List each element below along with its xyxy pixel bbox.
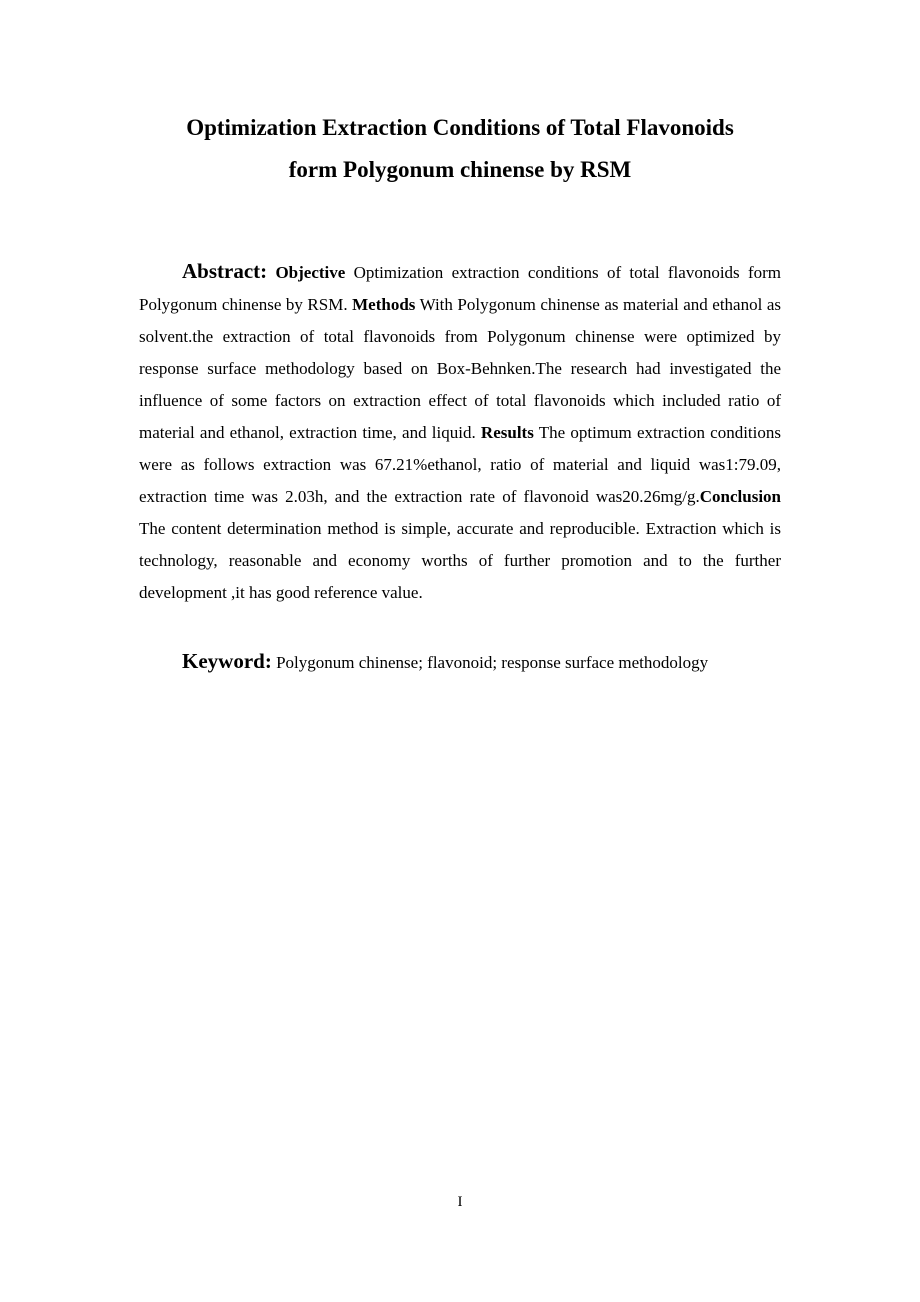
results-label: Results <box>480 423 534 442</box>
conclusion-label: Conclusion <box>699 487 781 506</box>
methods-text: With Polygonum chinense as material and ethanol as solvent.the extraction of total flavonoids from Polygonum chinense were optimized by response surface methodology based on Box-Behnken.The research had investigated the influence of some factors on extraction effect of total flavonoids which included ratio of material and ethanol, extraction time, and liquid. <box>139 295 781 442</box>
conclusion-text: The content determination method is simple, accurate and reproducible. Extraction which is technology, reasonable and economy worths of further promotion and to the further development ,it has good reference value. <box>139 519 781 602</box>
title-line-2: form Polygonum chinense by RSM <box>288 157 632 182</box>
results-text: The optimum extraction conditions were as follows extraction was 67.21%ethanol, ratio of material and liquid was1:79.09, extraction time was 2.03h, and the extraction rate of flavonoid was20.26mg/g. <box>139 423 781 506</box>
abstract-paragraph <box>139 255 781 609</box>
title-line-1: Optimization Extraction Conditions of Total Flavonoids <box>186 115 734 140</box>
keyword-text: Polygonum chinense; flavonoid; response surface methodology <box>271 653 709 672</box>
keyword-label: Keyword: <box>182 649 272 673</box>
abstract-label: Abstract: <box>182 259 268 283</box>
objective-text: Optimization extraction conditions of total flavonoids form Polygonum chinense by RSM. <box>139 263 782 314</box>
keyword-line <box>182 645 802 679</box>
objective-label: Objective <box>275 263 346 282</box>
methods-label: Methods <box>352 295 416 314</box>
page-number: I <box>457 1194 463 1210</box>
